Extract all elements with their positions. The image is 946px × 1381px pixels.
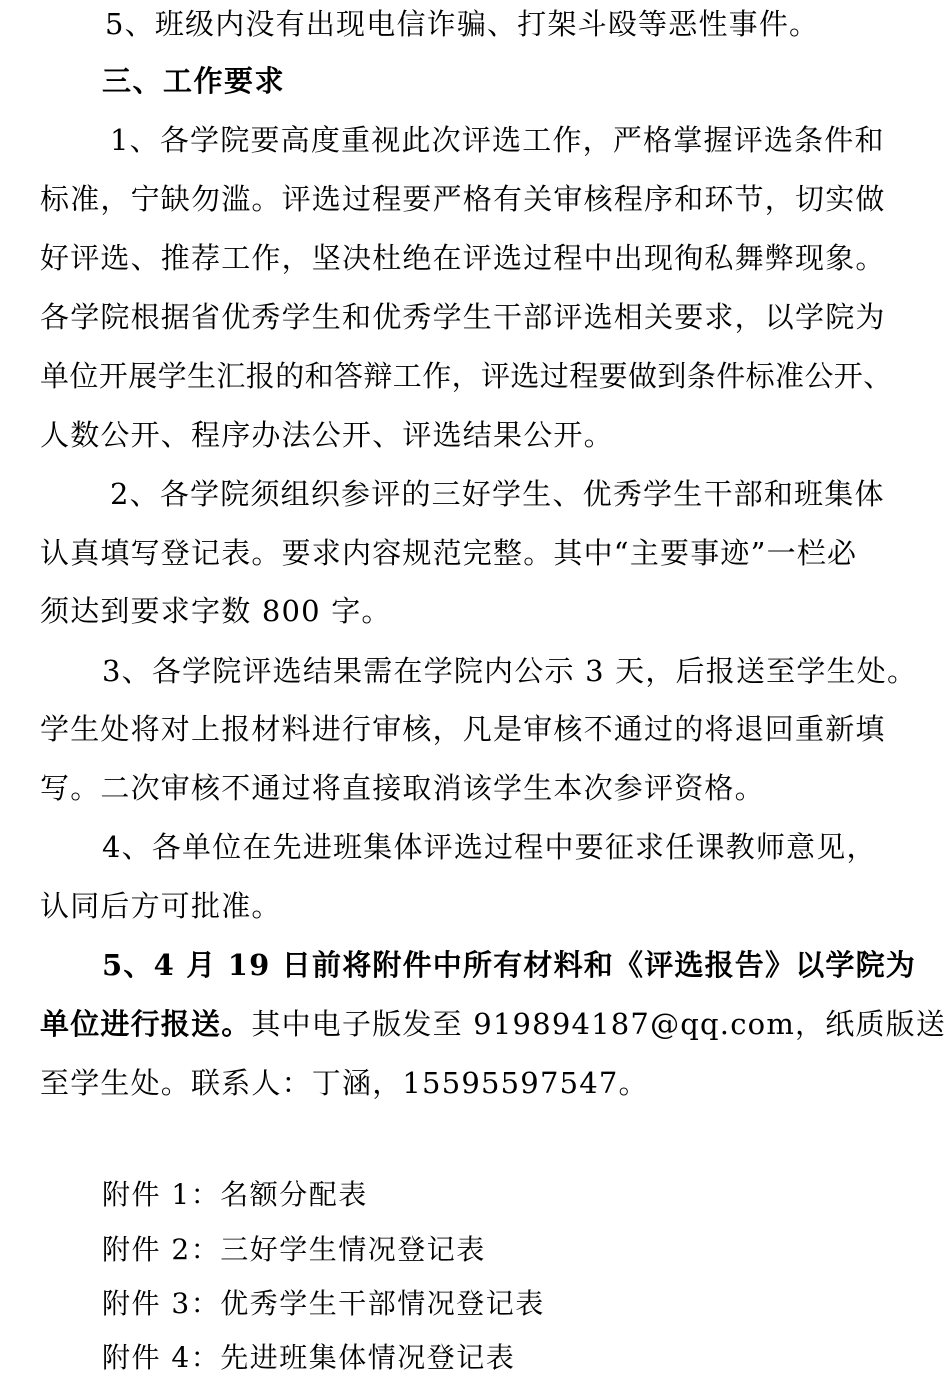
paragraph-prev-item-5: 5、班级内没有出现电信诈骗、打架斗殴等恶性事件。 bbox=[105, 7, 820, 41]
attachment-item: 附件 2：三好学生情况登记表 bbox=[102, 1233, 486, 1266]
requirement-2-line: 2、各学院须组织参评的三好学生、优秀学生干部和班集体 bbox=[110, 477, 885, 511]
section-heading: 三、工作要求 bbox=[102, 64, 286, 98]
requirement-1-line: 人数公开、程序办法公开、评选结果公开。 bbox=[40, 418, 614, 452]
requirement-1-line: 1、各学院要高度重视此次评选工作，严格掌握评选条件和 bbox=[110, 123, 885, 157]
requirement-4-line: 认同后方可批准。 bbox=[40, 889, 282, 923]
requirement-5-bold-part: 单位进行报送。 bbox=[40, 1007, 252, 1041]
requirement-5-contact-email: 其中电子版发至 919894187@qq.com，纸质版送 bbox=[251, 1007, 946, 1041]
requirement-1-line: 标准，宁缺勿滥。评选过程要严格有关审核程序和环节，切实做 bbox=[40, 182, 886, 216]
attachment-item: 附件 1：名额分配表 bbox=[102, 1178, 368, 1211]
requirement-4-line: 4、各单位在先进班集体评选过程中要征求任课教师意见， bbox=[102, 830, 877, 864]
requirement-3-line: 3、各学院评选结果需在学院内公示 3 天，后报送至学生处。 bbox=[102, 654, 918, 688]
requirement-5-line-bold: 5、4 月 19 日前将附件中所有材料和《评选报告》以学院为 bbox=[102, 948, 917, 982]
requirement-2-line: 认真填写登记表。要求内容规范完整。其中“主要事迹”一栏必 bbox=[40, 536, 858, 570]
requirement-2-line: 须达到要求字数 800 字。 bbox=[40, 594, 392, 628]
requirement-5-contact: 至学生处。联系人：丁涵，15595597547。 bbox=[40, 1066, 649, 1100]
requirement-1-line: 各学院根据省优秀学生和优秀学生干部评选相关要求，以学院为 bbox=[40, 300, 886, 334]
requirement-1-line: 好评选、推荐工作，坚决杜绝在评选过程中出现徇私舞弊现象。 bbox=[40, 241, 886, 275]
requirement-3-line: 写。二次审核不通过将直接取消该学生本次参评资格。 bbox=[40, 771, 765, 805]
requirement-3-line: 学生处将对上报材料进行审核，凡是审核不通过的将退回重新填 bbox=[40, 712, 886, 746]
requirement-5-line bbox=[40, 1004, 946, 1044]
requirement-1-line: 单位开展学生汇报的和答辩工作，评选过程要做到条件标准公开、 bbox=[40, 359, 893, 393]
attachment-item: 附件 3：优秀学生干部情况登记表 bbox=[102, 1287, 545, 1320]
attachment-item: 附件 4：先进班集体情况登记表 bbox=[102, 1341, 516, 1374]
